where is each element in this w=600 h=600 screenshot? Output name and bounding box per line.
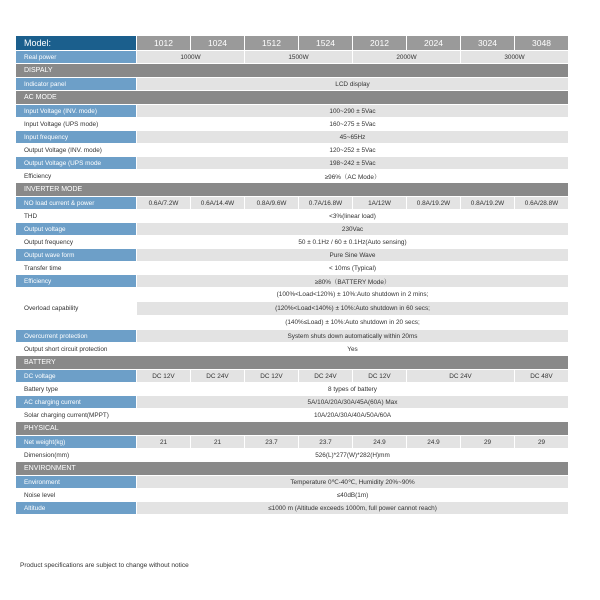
dc-voltage-value: DC 24V (190, 370, 244, 383)
section-title: ENVIRONMENT (16, 462, 568, 476)
spec-label: Output Voltage (UPS mode (16, 157, 136, 170)
spec-label: Dimension(mm) (16, 449, 136, 462)
spec-value: 100~290 ± 5Vac (136, 105, 568, 118)
dc-voltage-value: DC 24V (406, 370, 514, 383)
weight-value: 23.7 (298, 436, 352, 449)
model-header-row (16, 36, 568, 51)
spec-row (16, 236, 568, 249)
model-2012: 2012 (352, 36, 406, 51)
spec-row (16, 330, 568, 343)
spec-label: Net weight(kg) (16, 436, 136, 449)
section-battery (16, 356, 568, 370)
spec-value: ≤1000 m (Altitude exceeds 1000m, full power cannot reach) (136, 502, 568, 515)
spec-row (16, 78, 568, 91)
model-1012: 1012 (136, 36, 190, 51)
spec-row (16, 170, 568, 183)
spec-label: Solar charging current(MPPT) (16, 409, 136, 422)
spec-label: Output wave form (16, 249, 136, 262)
model-3024: 3024 (460, 36, 514, 51)
real-power-row (16, 51, 568, 64)
weight-value: 29 (514, 436, 568, 449)
spec-label: Transfer time (16, 262, 136, 275)
weight-value: 23.7 (244, 436, 298, 449)
spec-row (16, 502, 568, 515)
spec-row (16, 131, 568, 144)
spec-label: NO load current & power (16, 197, 136, 210)
no-load-value: 0.6A/28.8W (514, 197, 568, 210)
spec-value: 5A/10A/20A/30A/45A(60A) Max (136, 396, 568, 409)
overload-row (16, 288, 568, 302)
spec-label: THD (16, 210, 136, 223)
spec-value: <3%(linear load) (136, 210, 568, 223)
spec-value: 230Vac (136, 223, 568, 236)
no-load-value: 0.8A/19.2W (460, 197, 514, 210)
spec-table-wrapper (16, 36, 568, 515)
dc-voltage-value: DC 12V (244, 370, 298, 383)
real-power-value: 1500W (244, 51, 352, 64)
section-environment (16, 462, 568, 476)
spec-row (16, 210, 568, 223)
spec-label: Battery type (16, 383, 136, 396)
real-power-label: Real power (16, 51, 136, 64)
section-title: INVERTER MODE (16, 183, 568, 197)
spec-row (16, 489, 568, 502)
spec-row (16, 476, 568, 489)
spec-label: Input Voltage (INV. mode) (16, 105, 136, 118)
spec-row (16, 144, 568, 157)
spec-value: 526(L)*277(W)*282(H)mm (136, 449, 568, 462)
spec-value: 8 types of battery (136, 383, 568, 396)
spec-value: 50 ± 0.1Hz / 60 ± 0.1Hz(Auto sensing) (136, 236, 568, 249)
spec-label: Input frequency (16, 131, 136, 144)
spec-row (16, 409, 568, 422)
spec-value: 45~65Hz (136, 131, 568, 144)
net-weight-row (16, 436, 568, 449)
spec-value: 160~275 ± 5Vac (136, 118, 568, 131)
spec-value: ≥96%（AC Mode） (136, 170, 568, 183)
dc-voltage-row (16, 370, 568, 383)
spec-label: Environment (16, 476, 136, 489)
weight-value: 21 (190, 436, 244, 449)
spec-label: Output Voltage (INV. mode) (16, 144, 136, 157)
model-1024: 1024 (190, 36, 244, 51)
spec-table (16, 36, 568, 515)
real-power-value: 1000W (136, 51, 244, 64)
no-load-value: 0.8A/19.2W (406, 197, 460, 210)
section-title: DISPALY (16, 64, 568, 78)
model-label: Model: (16, 36, 136, 51)
section-display (16, 64, 568, 78)
section-ac-mode (16, 91, 568, 105)
section-title: PHYSICAL (16, 422, 568, 436)
weight-value: 24.9 (352, 436, 406, 449)
model-1524: 1524 (298, 36, 352, 51)
spec-label: Output voltage (16, 223, 136, 236)
spec-label: DC voltage (16, 370, 136, 383)
spec-label: Input Voltage (UPS mode) (16, 118, 136, 131)
section-title: BATTERY (16, 356, 568, 370)
overload-value: (140%≤Load) ± 10%:Auto shutdown in 20 secs; (136, 316, 568, 330)
spec-row (16, 449, 568, 462)
spec-label: Indicator panel (16, 78, 136, 91)
spec-row (16, 383, 568, 396)
footnote: Product specifications are subject to change without notice (20, 562, 189, 569)
spec-value: 10A/20A/30A/40A/50A/60A (136, 409, 568, 422)
no-load-value: 1A/12W (352, 197, 406, 210)
spec-value: 198~242 ± 5Vac (136, 157, 568, 170)
spec-label: Overcurrent protection (16, 330, 136, 343)
spec-value: System shuts down automatically within 20ms (136, 330, 568, 343)
spec-row (16, 396, 568, 409)
spec-row (16, 275, 568, 288)
no-load-value: 0.6A/7.2W (136, 197, 190, 210)
spec-label: Efficiency (16, 275, 136, 288)
real-power-value: 3000W (460, 51, 568, 64)
weight-value: 21 (136, 436, 190, 449)
spec-value: LCD display (136, 78, 568, 91)
overload-value: (120%<Load<140%) ± 10%:Auto shutdown in 60 secs; (136, 302, 568, 316)
spec-value: Pure Sine Wave (136, 249, 568, 262)
section-inverter-mode (16, 183, 568, 197)
spec-value: Yes (136, 343, 568, 356)
no-load-value: 0.8A/9.6W (244, 197, 298, 210)
spec-row (16, 249, 568, 262)
no-load-value: 0.6A/14.4W (190, 197, 244, 210)
spec-label: Output short circuit protection (16, 343, 136, 356)
section-physical (16, 422, 568, 436)
spec-row (16, 223, 568, 236)
no-load-value: 0.7A/16.8W (298, 197, 352, 210)
spec-row (16, 105, 568, 118)
spec-value: ≥80%（BATTERY Mode） (136, 275, 568, 288)
weight-value: 24.9 (406, 436, 460, 449)
spec-row (16, 343, 568, 356)
dc-voltage-value: DC 12V (136, 370, 190, 383)
no-load-row (16, 197, 568, 210)
spec-label: Efficiency (16, 170, 136, 183)
real-power-value: 2000W (352, 51, 460, 64)
spec-row (16, 118, 568, 131)
spec-value: ≤40dB(1m) (136, 489, 568, 502)
dc-voltage-value: DC 24V (298, 370, 352, 383)
spec-label: Output frequency (16, 236, 136, 249)
spec-label: Altitude (16, 502, 136, 515)
section-title: AC MODE (16, 91, 568, 105)
model-2024: 2024 (406, 36, 460, 51)
weight-value: 29 (460, 436, 514, 449)
spec-label: AC charging current (16, 396, 136, 409)
spec-label: Noise level (16, 489, 136, 502)
spec-value: < 10ms (Typical) (136, 262, 568, 275)
spec-value: Temperature 0℃-40℃, Humidity 20%~90% (136, 476, 568, 489)
dc-voltage-value: DC 12V (352, 370, 406, 383)
model-3048: 3048 (514, 36, 568, 51)
spec-row (16, 157, 568, 170)
overload-value: (100%<Load<120%) ± 10%:Auto shutdown in 2 mins; (136, 288, 568, 302)
overload-label: Overload capability (16, 288, 136, 330)
dc-voltage-value: DC 48V (514, 370, 568, 383)
spec-row (16, 262, 568, 275)
model-1512: 1512 (244, 36, 298, 51)
spec-value: 120~252 ± 5Vac (136, 144, 568, 157)
